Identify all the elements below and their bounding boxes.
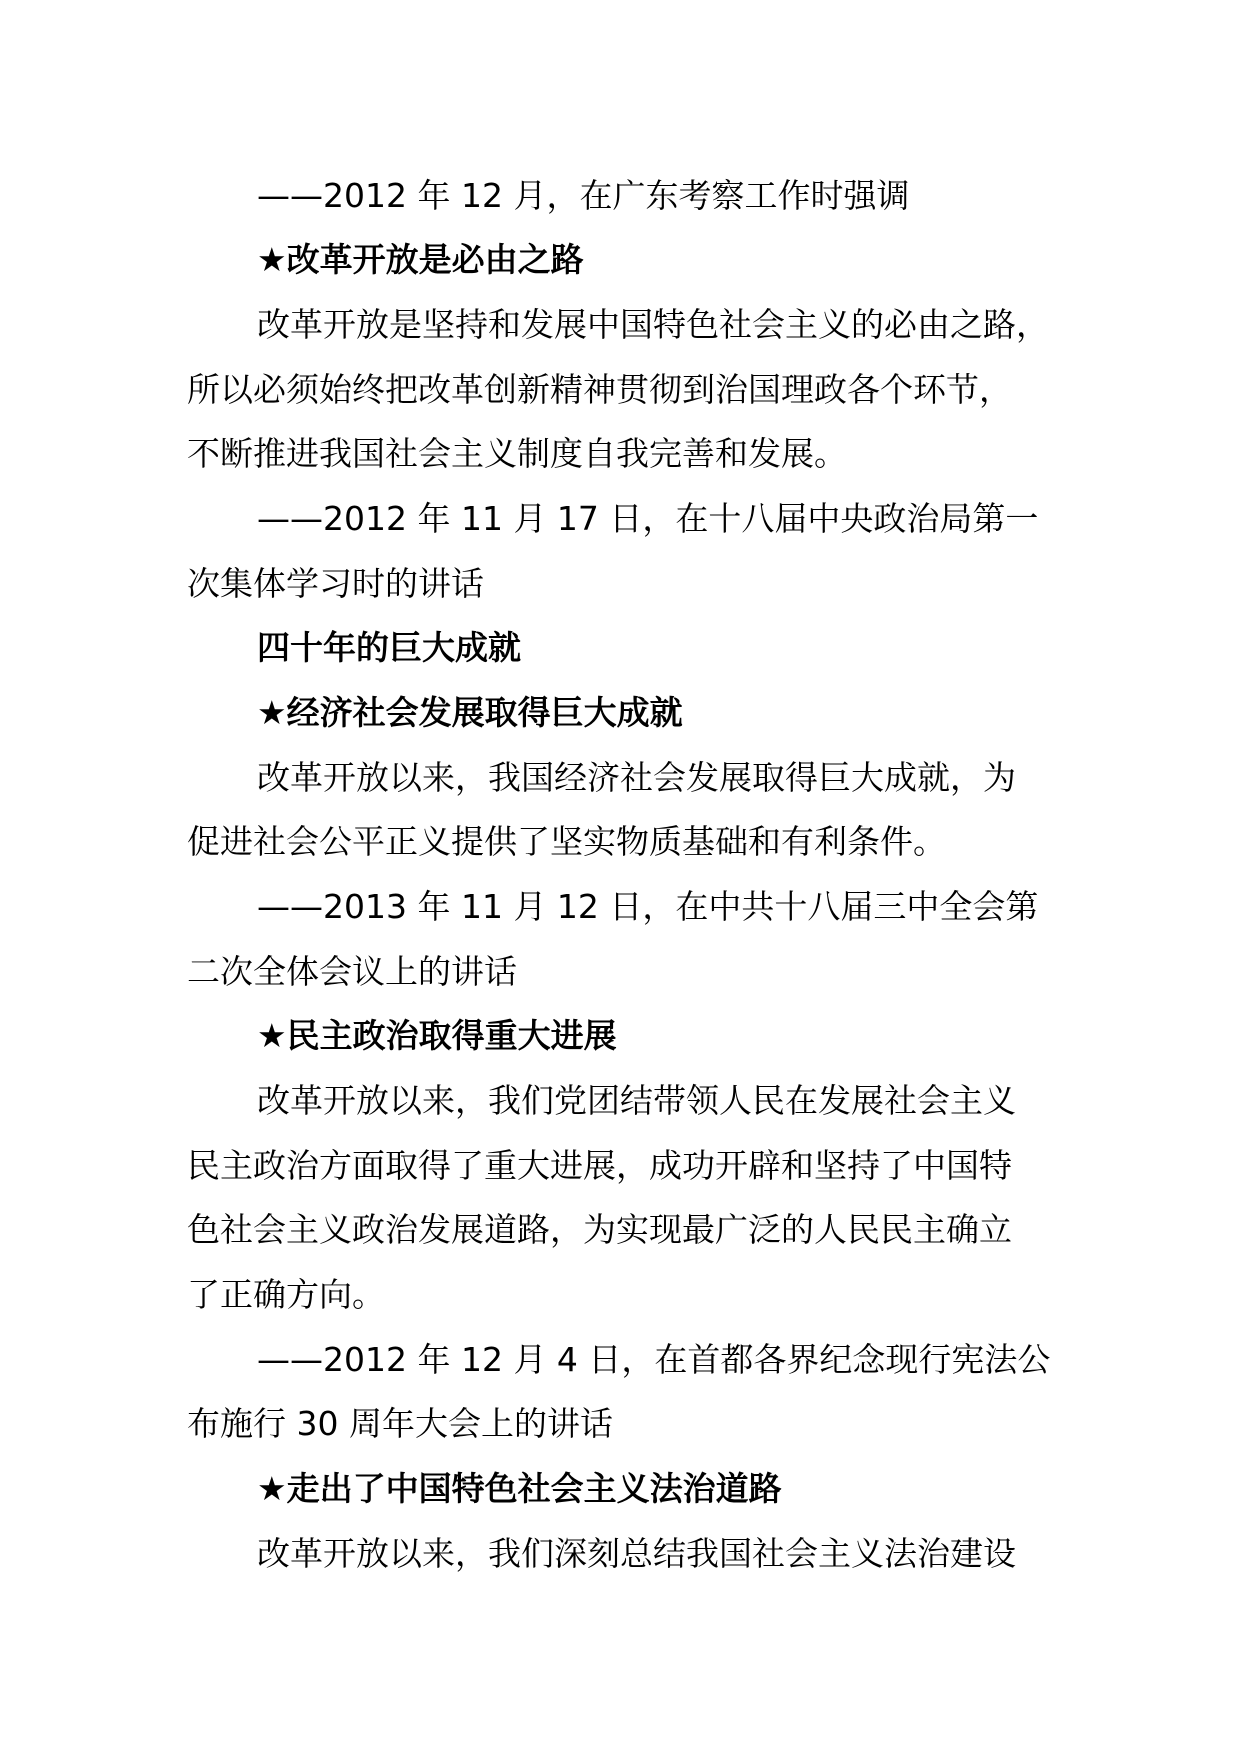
body-line: 了正确方向。	[187, 1275, 385, 1314]
section-heading: 四十年的巨大成就	[257, 628, 521, 667]
section-heading: ★经济社会发展取得巨大成就	[257, 693, 683, 732]
source-line: ——2013 年 11 月 12 日，在中共十八届三中全会第	[257, 887, 1039, 926]
body-line: 改革开放以来，我们党团结带领人民在发展社会主义	[257, 1081, 1016, 1120]
source-line: 次集体学习时的讲话	[187, 564, 484, 603]
source-line: 布施行 30 周年大会上的讲话	[187, 1404, 613, 1443]
body-line: 改革开放以来，我国经济社会发展取得巨大成就，为	[257, 758, 1016, 797]
source-line: 二次全体会议上的讲话	[187, 952, 517, 991]
body-line: 不断推进我国社会主义制度自我完善和发展。	[187, 434, 847, 473]
body-line: 促进社会公平正义提供了坚实物质基础和有利条件。	[187, 822, 946, 861]
source-line: ——2012 年 11 月 17 日，在十八届中央政治局第一	[257, 499, 1039, 538]
body-line: 改革开放是坚持和发展中国特色社会主义的必由之路，	[257, 305, 1049, 344]
source-line: ——2012 年 12 月，在广东考察工作时强调	[257, 176, 910, 215]
section-heading: ★改革开放是必由之路	[257, 240, 584, 279]
section-heading: ★民主政治取得重大进展	[257, 1016, 617, 1055]
body-line: 民主政治方面取得了重大进展，成功开辟和坚持了中国特	[187, 1146, 1012, 1185]
body-line: 改革开放以来，我们深刻总结我国社会主义法治建设	[257, 1534, 1016, 1573]
source-line: ——2012 年 12 月 4 日，在首都各界纪念现行宪法公	[257, 1340, 1051, 1379]
section-heading: ★走出了中国特色社会主义法治道路	[257, 1469, 782, 1508]
body-line: 色社会主义政治发展道路，为实现最广泛的人民民主确立	[187, 1210, 1012, 1249]
body-line: 所以必须始终把改革创新精神贯彻到治国理政各个环节，	[187, 370, 1012, 409]
